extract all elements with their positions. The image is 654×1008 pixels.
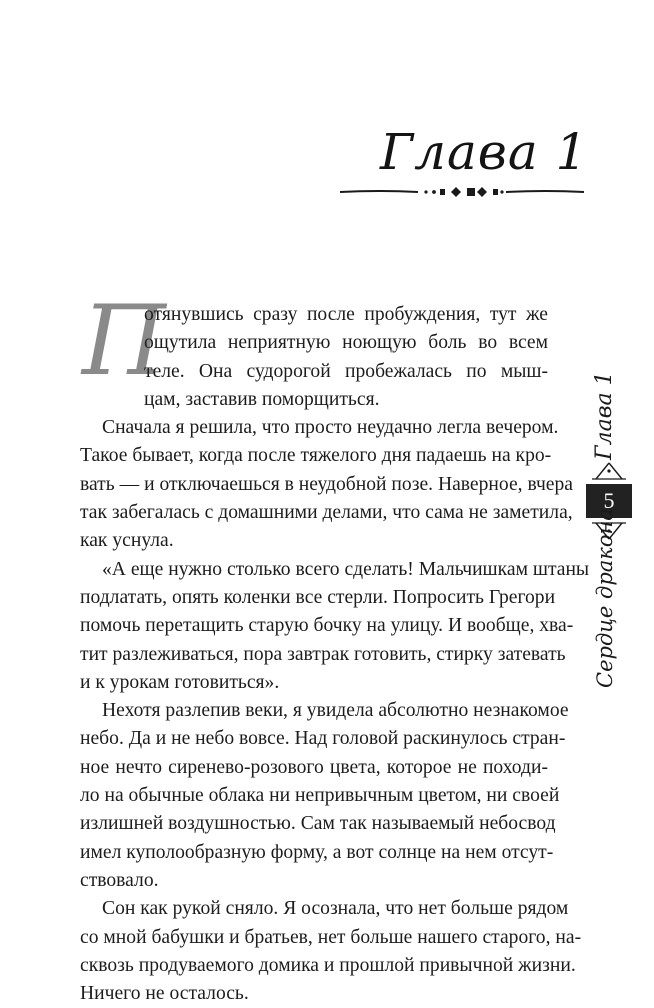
text-line: вать — и отключаешься в неудобной позе. Наверное, вчера [80, 473, 573, 495]
side-ornament-top [588, 460, 630, 482]
body-text [80, 301, 590, 1008]
text-line: отянувшись сразу после пробуждения, тут же [144, 304, 548, 325]
drop-cap: П [82, 285, 166, 397]
text-line: цам, заставив поморщиться. [144, 388, 380, 410]
text-line: Сначала я решила, что просто неудачно легла вечером. [102, 417, 559, 439]
text-line: ощутила неприятную ноющую боль во всем [144, 332, 548, 354]
text-line: Ничего не осталось. [80, 983, 249, 1005]
chapter-title: Глава 1 [380, 123, 589, 181]
text-line: ло на обычные облака ни непривычным цветом, ни своей [80, 785, 560, 807]
text-line: со мной бабушки и братьев, нет больше нашего старого, на- [80, 926, 582, 948]
side-chapter-label: Глава 1 [592, 371, 617, 460]
text-line: теле. Она судорогой пробежалась по мыш- [144, 360, 548, 382]
text-line: сквозь продуваемого домика и прошлой привычной жизни. [80, 954, 576, 976]
text-line: излишней воздушностью. Сам так называемый небосвод [80, 813, 556, 835]
text-line: «А еще нужно столько всего сделать! Мальчишкам штаны [102, 558, 590, 580]
text-line: как уснула. [80, 530, 174, 552]
page-number: 5 [586, 484, 632, 518]
text-line: и к урокам готовиться». [80, 671, 280, 693]
text-line: подлатать, опять коленки все стерли. Попросить Грегори [80, 586, 556, 608]
text-line: ствовало. [80, 869, 159, 891]
text-line: небо. Да и не небо вовсе. Над головой раскинулось стран- [80, 728, 566, 750]
text-line: тит разлеживаться, пора завтрак готовить, стирку затевать [80, 643, 566, 665]
text-line: так забегалась с домашними делами, что сама не заметила, [80, 502, 573, 524]
text-line: помочь перетащить старую бочку на улицу. И вообще, хва- [80, 615, 574, 637]
side-book-title: Сердце дракона [593, 508, 617, 688]
text-line: Нехотя разлепив веки, я увидела абсолютно незнакомое [102, 700, 569, 722]
text-line: Сон как рукой сняло. Я осознала, что нет больше рядом [102, 898, 569, 920]
chapter-title-ornament [338, 183, 586, 201]
text-line: ное нечто сиренево-розового цвета, которое не походи- [80, 756, 548, 778]
text-line: имел куполообразную форму, а вот солнце на нем отсут- [80, 841, 554, 863]
text-line: Такое бывает, когда после тяжелого дня падаешь на кро- [80, 445, 552, 467]
